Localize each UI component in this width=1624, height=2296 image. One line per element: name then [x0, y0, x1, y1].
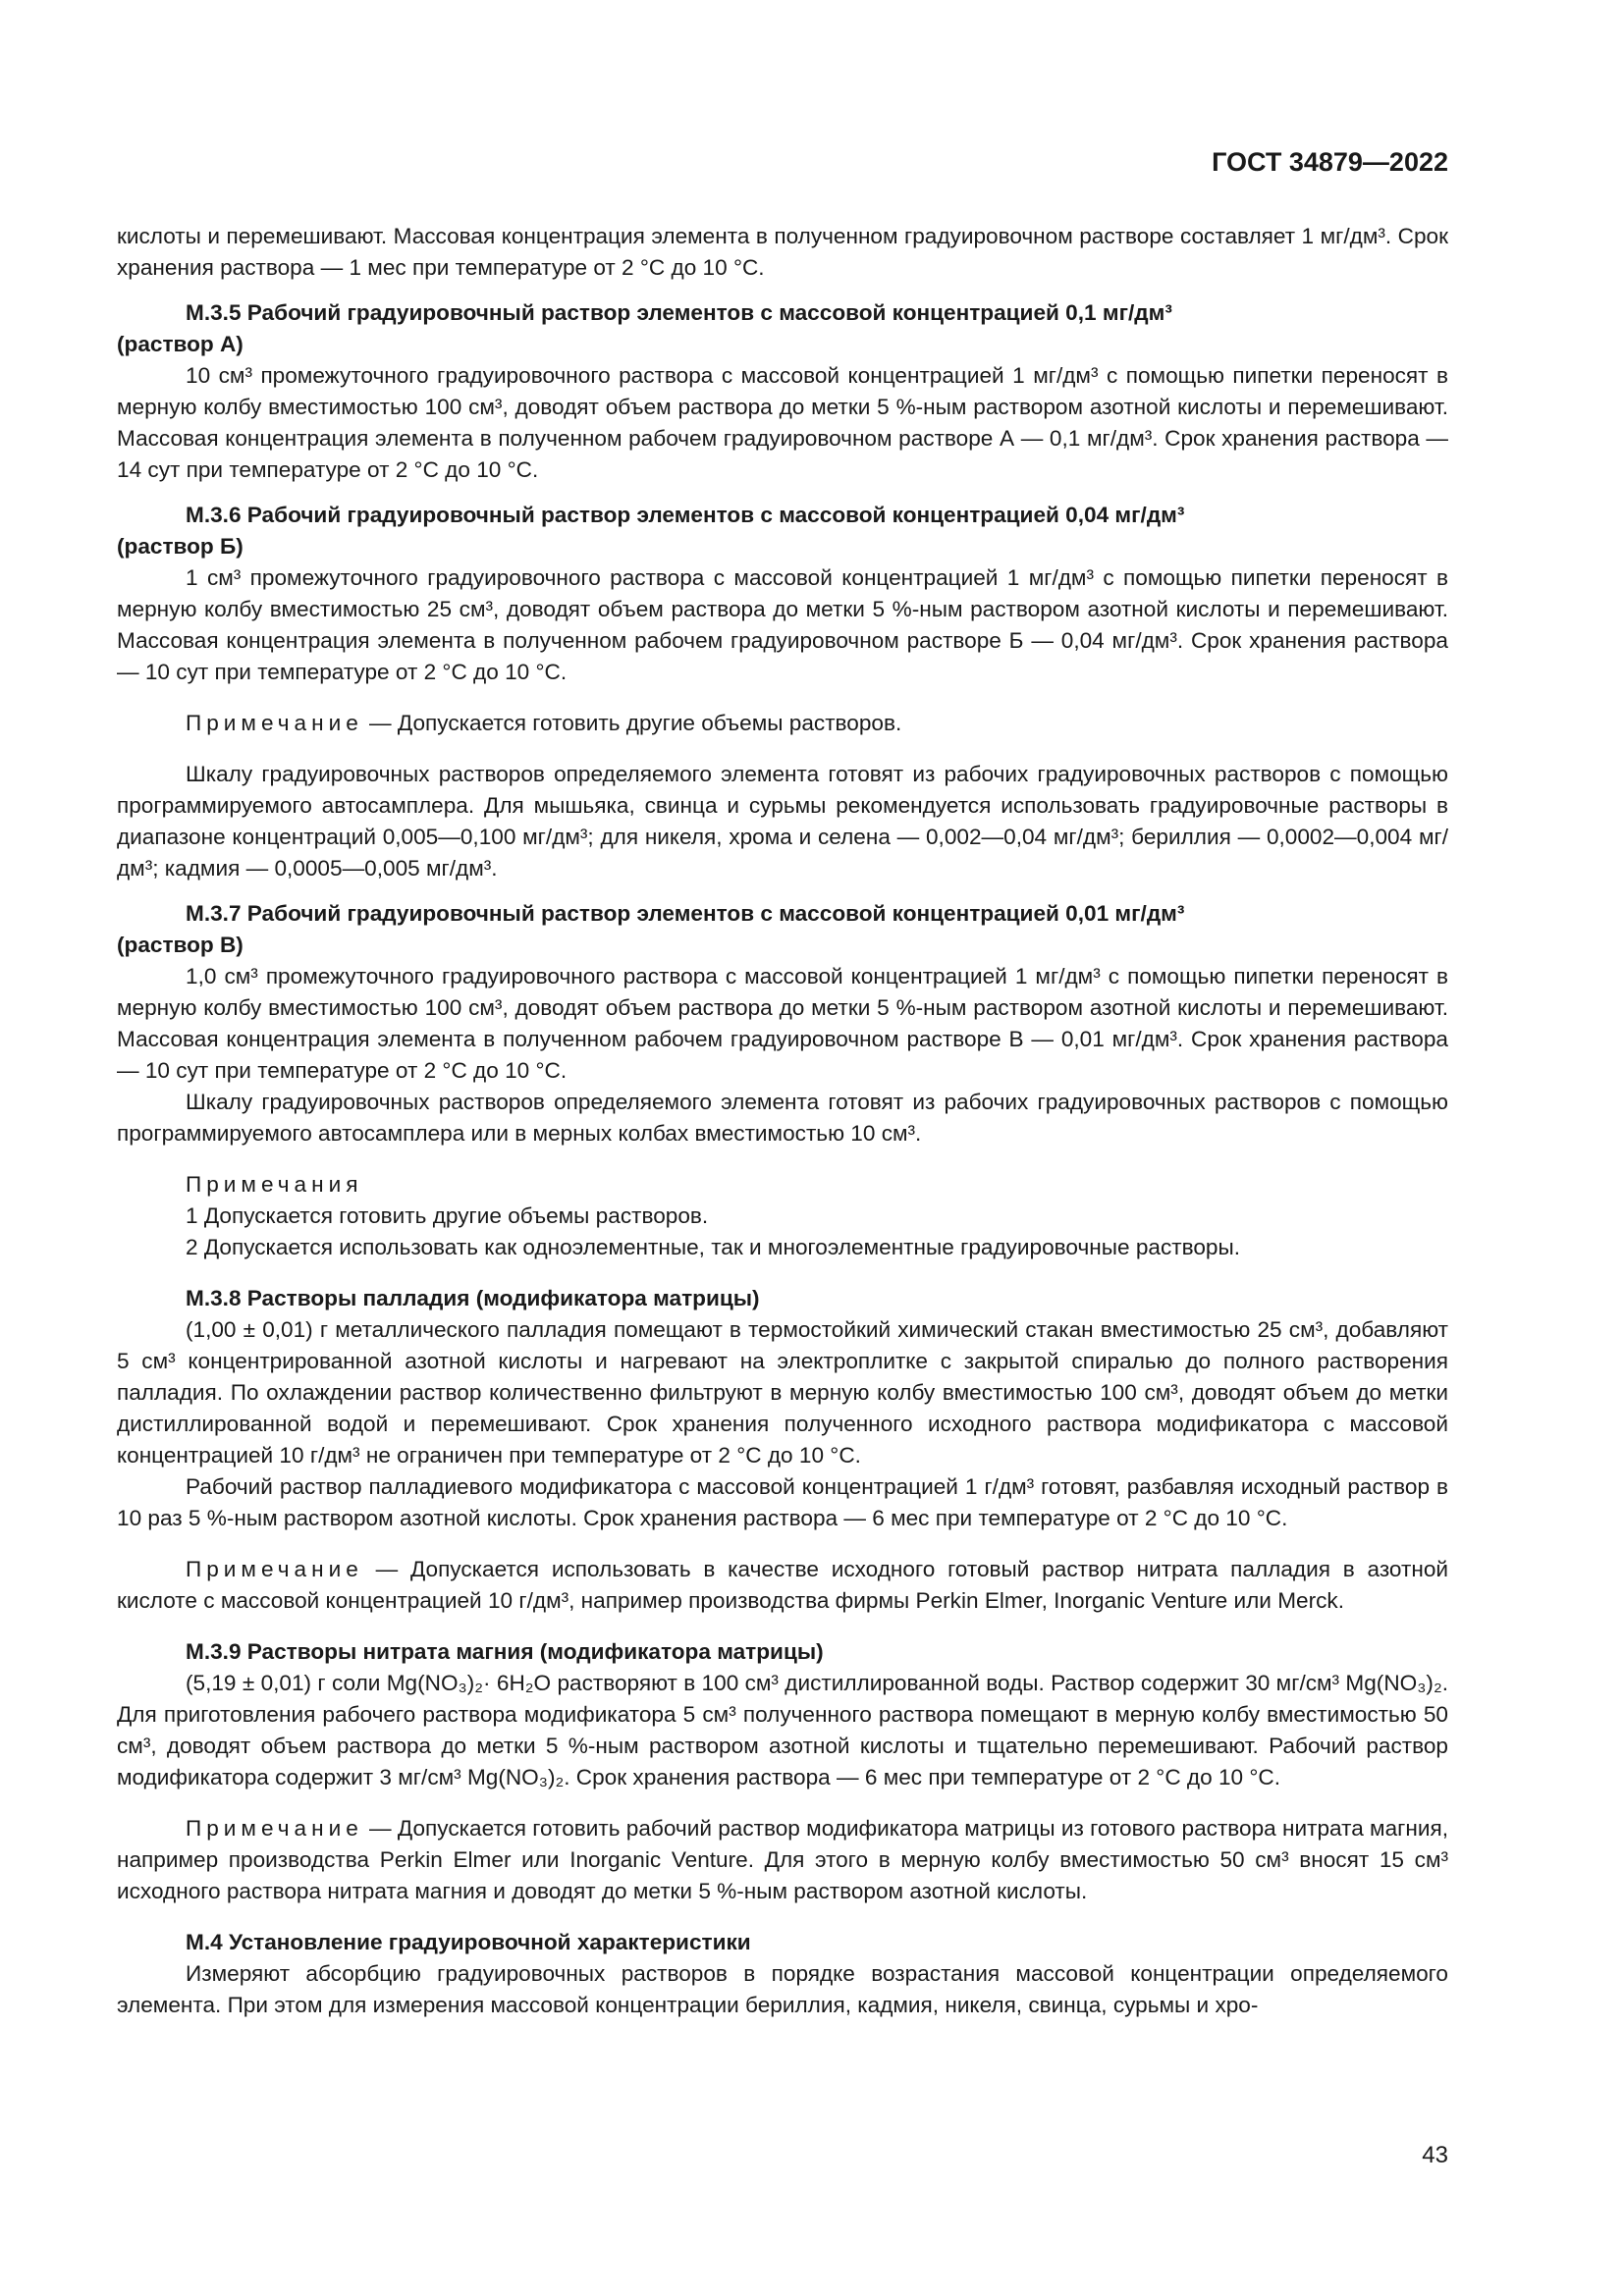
section-title-m4: М.4 Установление градуировочной характеристики: [186, 1930, 751, 1954]
note-1: Примечание — Допускается готовить другие объемы растворов.: [186, 711, 902, 735]
page-number: 43: [1422, 2142, 1448, 2168]
section-text-m38-2: Рабочий раствор палладиевого модификатора с массовой концентрацией 1 г/дм³ готовят, разбавляя исходный раствор в 10 раз 5 %-ным раствором азотной кислоты. Срок хранения раствора — 6 мес при температуре от 2 °С до 10 °С.: [117, 1474, 1448, 1530]
section-text-m36: 1 см³ промежуточного градуировочного раствора с массовой концентрацией 1 мг/дм³ с помощью пипетки переносят в мерную колбу вместимостью 25 см³, доводят объем раствора до метки 5 %-ным раствором азотной кислоты и перемешивают. Массовая концентрация элемента в полученном рабочем градуировочном растворе Б — 0,04 мг/дм³. Срок хранения раствора — 10 сут при температуре от 2 °С до 10 °С.: [117, 565, 1448, 684]
section-subtitle-m37: (раствор В): [117, 933, 244, 957]
notes-label: Примечания: [186, 1172, 363, 1197]
note-3: Примечание — Допускается использовать в качестве исходного готовый раствор нитрата палладия в азотной кислоте с массовой концентрацией 10 г/дм³, например производства фирмы Perkin Elmer, Inorganic Venture или Merck.: [117, 1557, 1448, 1613]
section-title-m38: М.3.8 Растворы палладия (модификатора матрицы): [186, 1286, 760, 1310]
section-text-m38-1: (1,00 ± 0,01) г металлического палладия помещают в термостойкий химический стакан вместимостью 25 см³, добавляют 5 см³ концентрированной азотной кислоты и нагревают на электроплитке с закрытой спиралью до полного растворения палладия. По охлаждении раствор количественно фильтруют в мерную колбу вместимостью 100 см³, доводят объем до метки дистиллированной водой и перемешивают. Срок хранения полученного исходного раствора модификатора с массовой концентрацией 10 г/дм³ не ограничен при температуре от 2 °С до 10 °С.: [117, 1317, 1448, 1468]
scale-paragraph-2: Шкалу градуировочных растворов определяемого элемента готовят из рабочих градуировочных растворов с помощью программируемого автосамплера или в мерных колбах вместимостью 10 см³.: [117, 1090, 1448, 1146]
section-text-m39: (5,19 ± 0,01) г соли Mg(NO₃)₂· 6H₂O растворяют в 100 см³ дистиллированной воды. Раствор содержит 30 мг/см³ Mg(NO₃)₂. Для приготовления рабочего раствора модификатора 5 см³ полученного раствора помещают в мерную колбу вместимостью 50 см³, доводят объем раствора до метки 5 %-ным раствором азотной кислоты и тщательно перемешивают. Рабочий раствор модификатора содержит 3 мг/см³ Mg(NO₃)₂. Срок хранения раствора — 6 мес при температуре от 2 °С до 10 °С.: [117, 1671, 1448, 1789]
section-title-m39: М.3.9 Растворы нитрата магния (модификатора матрицы): [186, 1639, 824, 1664]
section-text-m37: 1,0 см³ промежуточного градуировочного раствора с массовой концентрацией 1 мг/дм³ с помощью пипетки переносят в мерную колбу вместимостью 100 см³, доводят объем раствора до метки 5 %-ным раствором азотной кислоты и перемешивают. Массовая концентрация элемента в полученном рабочем градуировочном растворе В — 0,01 мг/дм³. Срок хранения раствора — 10 сут при температуре от 2 °С до 10 °С.: [117, 964, 1448, 1083]
document-header: ГОСТ 34879—2022: [1212, 147, 1448, 177]
section-title-m36: М.3.6 Рабочий градуировочный раствор элементов с массовой концентрацией 0,04 мг/дм³: [186, 503, 1185, 527]
scale-paragraph-1: Шкалу градуировочных растворов определяемого элемента готовят из рабочих градуировочных растворов с помощью программируемого автосамплера. Для мышьяка, свинца и сурьмы рекомендуется использовать градуировочные растворы в диапазоне концентраций 0,005—0,100 мг/дм³; для никеля, хрома и селена — 0,002—0,04 мг/дм³; бериллия — 0,0002—0,004 мг/дм³; кадмия — 0,0005—0,005 мг/дм³.: [117, 762, 1448, 881]
section-subtitle-m35: (раствор А): [117, 332, 244, 356]
section-subtitle-m36: (раствор Б): [117, 534, 244, 559]
note-label: Примечание: [186, 711, 363, 735]
notes-item-2: 2 Допускается использовать как одноэлементные, так и многоэлементные градуировочные растворы.: [186, 1235, 1241, 1259]
paragraph-continuation: кислоты и перемешивают. Массовая концентрация элемента в полученном градуировочном растворе составляет 1 мг/дм³. Срок хранения раствора — 1 мес при температуре от 2 °С до 10 °С.: [117, 224, 1448, 280]
page-body: [117, 221, 1448, 2021]
note-4: Примечание — Допускается готовить рабочий раствор модификатора матрицы из готового раствора нитрата магния, например производства Perkin Elmer или Inorganic Venture. Для этого в мерную колбу вместимостью 50 см³ вносят 15 см³ исходного раствора нитрата магния и доводят до метки 5 %-ным раствором азотной кислоты.: [117, 1816, 1448, 1903]
section-title-m37: М.3.7 Рабочий градуировочный раствор элементов с массовой концентрацией 0,01 мг/дм³: [186, 901, 1185, 926]
notes-item-1: 1 Допускается готовить другие объемы растворов.: [186, 1203, 709, 1228]
section-title-m35: М.3.5 Рабочий градуировочный раствор элементов с массовой концентрацией 0,1 мг/дм³: [186, 300, 1172, 325]
section-text-m35: 10 см³ промежуточного градуировочного раствора с массовой концентрацией 1 мг/дм³ с помощью пипетки переносят в мерную колбу вместимостью 100 см³, доводят объем раствора до метки 5 %-ным раствором азотной кислоты и перемешивают. Массовая концентрация элемента в полученном рабочем градуировочном растворе А — 0,1 мг/дм³. Срок хранения раствора — 14 сут при температуре от 2 °С до 10 °С.: [117, 363, 1448, 482]
section-text-m4: Измеряют абсорбцию градуировочных растворов в порядке возрастания массовой концентрации определяемого элемента. При этом для измерения массовой концентрации бериллия, кадмия, никеля, свинца, сурьмы и хро-: [117, 1961, 1448, 2017]
